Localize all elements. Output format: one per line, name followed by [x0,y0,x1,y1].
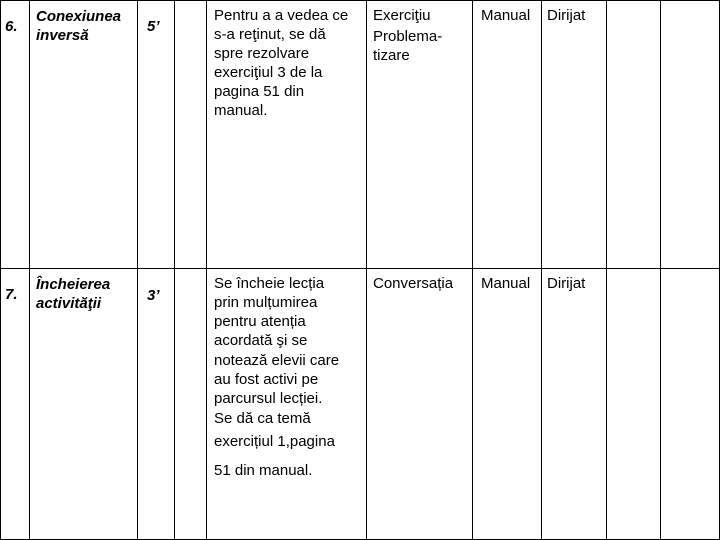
method-line: tizare [373,47,410,64]
content-line: au fost activi pe [214,371,319,388]
method-line: Exerciţiu [373,7,431,24]
resource-value: Manual [481,7,531,24]
content-line: spre rezolvare [214,45,310,62]
content-line: s-a reţinut, se dă [214,26,326,43]
column-divider [29,0,30,540]
organization-value: Dirijat [547,275,586,292]
column-divider [366,0,367,540]
column-divider [206,0,207,540]
content-line: notează elevii care [214,352,340,369]
stage-name-line: Încheierea [36,276,111,293]
organization-value: Dirijat [547,7,586,24]
row-number: 7. [5,286,18,303]
method-line: Conversația [373,275,454,292]
row-number: 6. [5,18,18,35]
stage-name-line: activităţii [36,295,102,312]
content-line: manual. [214,102,268,119]
column-divider [472,0,473,540]
column-divider [174,0,175,540]
content-line: Se încheie lecția [214,275,325,292]
stage-name-line: inversă [36,27,89,44]
content-line: exerciţiul 3 de la [214,64,323,81]
content-line: prin mulțumirea [214,294,318,311]
table-border-top [0,0,720,1]
method-line: Problema- [373,28,443,45]
table-border-left [0,0,1,540]
stage-name-line: Conexiunea [36,8,122,25]
content-line: pentru atenția [214,313,306,330]
content-line: 51 din manual. [214,462,313,479]
content-line: Pentru a a vedea ce [214,7,349,24]
content-line: parcursul lecției. [214,390,323,407]
content-line: pagina 51 din [214,83,305,100]
column-divider [137,0,138,540]
content-line: exercițiul 1,pagina [214,433,335,450]
column-divider [606,0,607,540]
column-divider [660,0,661,540]
column-divider [541,0,542,540]
time-value: 5’ [147,18,160,35]
time-value: 3’ [147,287,160,304]
content-line: acordată şi se [214,332,308,349]
resource-value: Manual [481,275,531,292]
content-line: Se dă ca temă [214,410,311,427]
row-divider [0,268,720,269]
